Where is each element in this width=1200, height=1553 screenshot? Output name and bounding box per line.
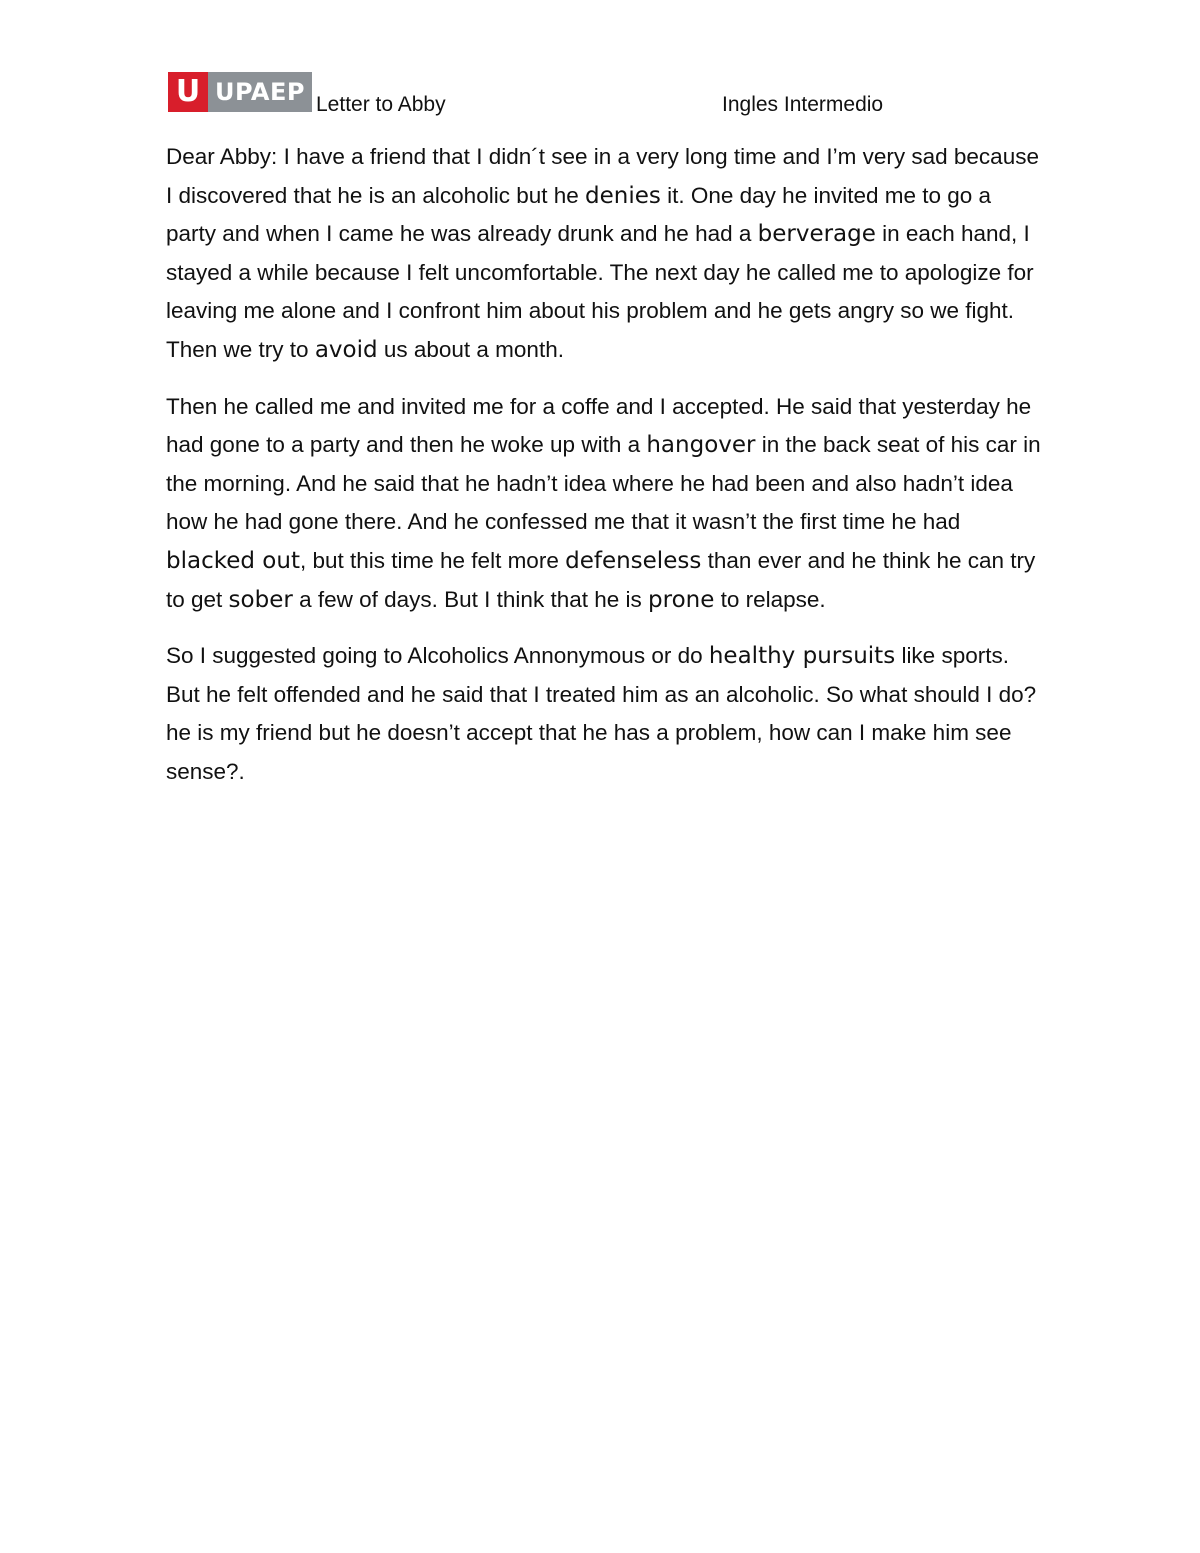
vocab-word-blacked-out: blacked out: [166, 547, 300, 574]
text-run: Dear Abby: I have a friend that I didn´t see in a very long time and I’m very sad because I discovered that he is an alcoholic but he: [166, 144, 1039, 208]
text-run: than ever and he think he can try to get: [166, 547, 1036, 612]
document-title: Letter to Abby: [316, 93, 446, 116]
text-run: So I suggested going to Alcoholics Annonymous or do: [166, 643, 709, 669]
text-run: to relapse.: [714, 586, 826, 612]
text-run: it. One day he invited me to go a party and when I came he was already drunk and he had a: [166, 182, 992, 247]
vocab-word-berverage: berverage: [757, 221, 876, 248]
text-run: like sports. But he felt offended and he said that I treated him as an alcoholic. So what should I do? he is my friend but he doesn’t accept that he has a problem, how can I make him see sense?.: [166, 643, 1037, 784]
paragraph-2: [166, 388, 1046, 620]
vocab-word-avoid: avoid: [314, 336, 378, 363]
upaep-logo: [168, 72, 312, 112]
document-header: [168, 72, 1048, 116]
vocab-word-prone: prone: [648, 586, 715, 613]
logo-wordmark: UPAEP: [208, 72, 312, 112]
text-run: in the back seat of his car in the morning. And he said that he hadn’t idea where he had been and also hadn’t idea how he had gone there. And he confessed me that it wasn’t the first time he had: [166, 432, 1041, 535]
vocab-word-denies: denies: [585, 182, 661, 209]
text-run: Then he called me and invited me for a coffe and I accepted. He said that yesterday he had gone to a party and then he woke up with a: [166, 393, 1032, 458]
vocab-word-defenseless: defenseless: [565, 547, 702, 574]
text-run: in each hand, I stayed a while because I felt uncomfortable. The next day he called me to apologize for leaving me alone and I confront him about his problem and he gets angry so we fight. Then we try to: [166, 221, 1034, 362]
paragraph-1: [166, 138, 1046, 370]
vocab-word-healthy-pursuits: healthy pursuits: [708, 643, 896, 670]
vocab-word-hangover: hangover: [646, 432, 756, 459]
text-run: , but this time he felt more: [299, 547, 566, 573]
vocab-word-sober: sober: [228, 586, 293, 613]
text-run: us about a month.: [377, 336, 564, 362]
letter-body: [166, 138, 1046, 810]
course-name: Ingles Intermedio: [722, 93, 884, 116]
text-run: a few of days. But I think that he is: [292, 586, 649, 612]
paragraph-3: [166, 637, 1046, 791]
logo-mark: U: [168, 72, 208, 112]
